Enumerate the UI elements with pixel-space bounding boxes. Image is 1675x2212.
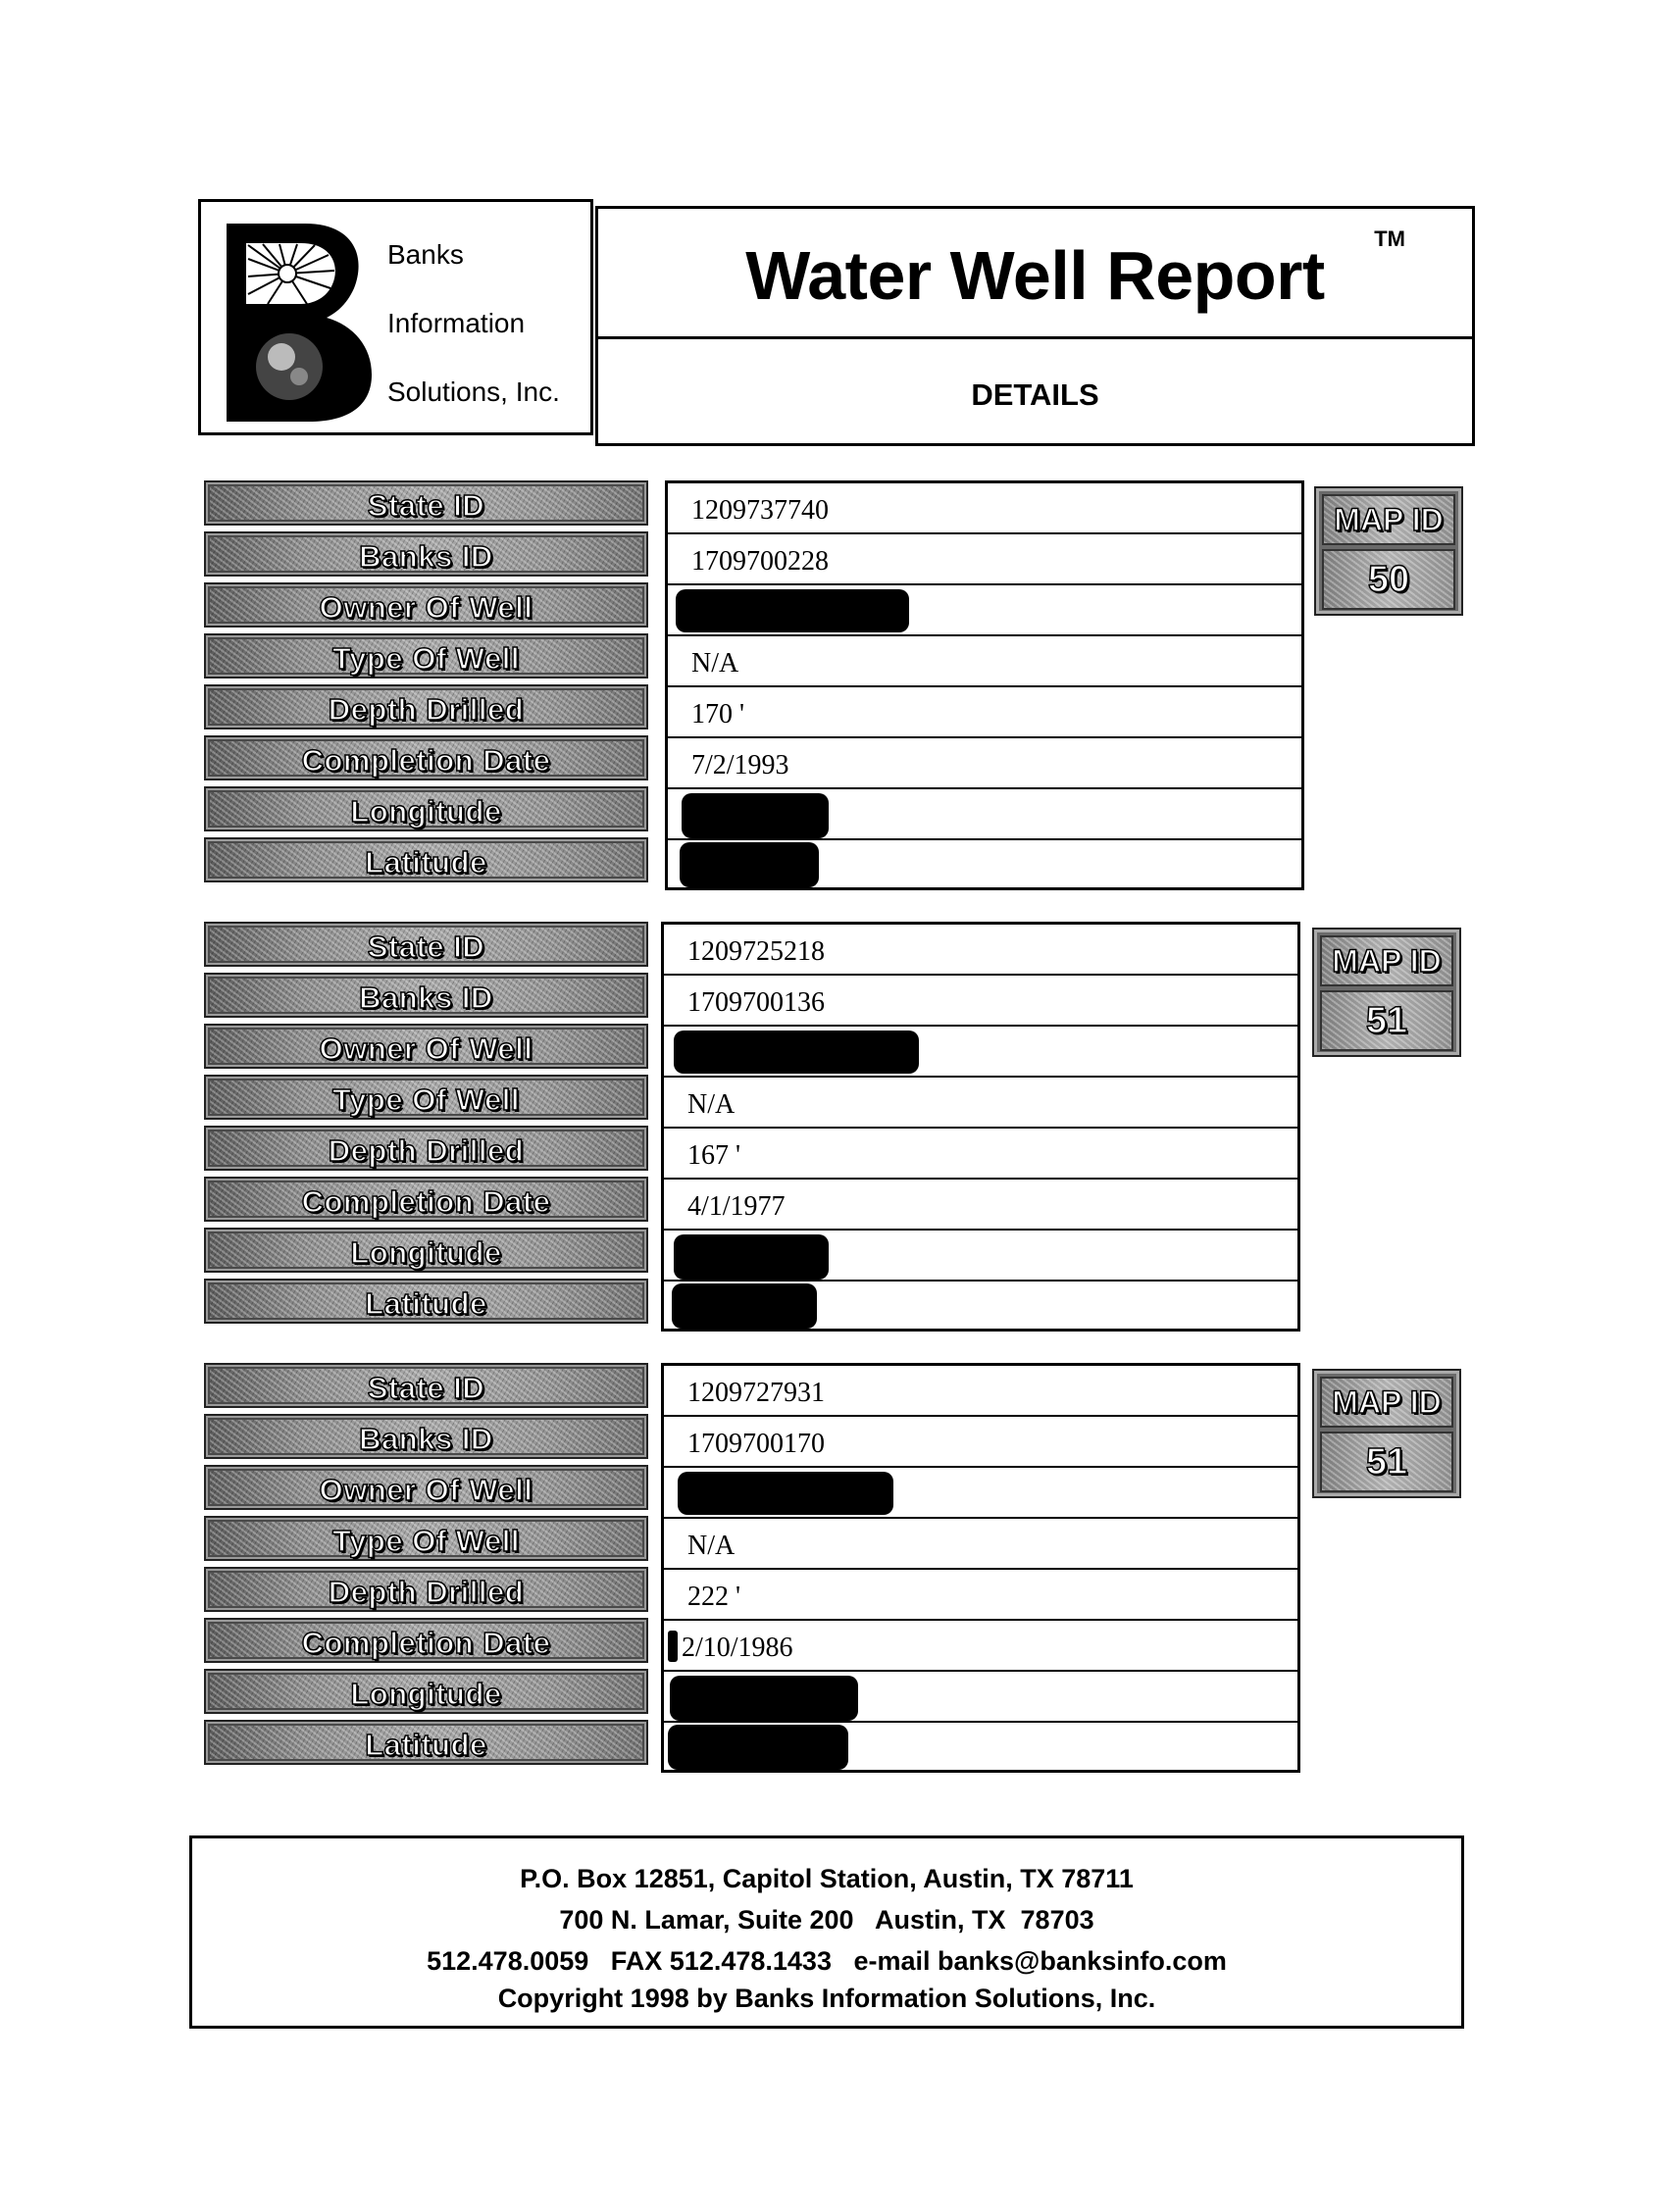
redaction-block: [668, 1631, 678, 1662]
completion-date-value: 4/1/1977: [664, 1180, 1297, 1231]
field-label: Completion Date: [204, 1618, 648, 1663]
report-title: Water Well Report: [745, 237, 1325, 314]
field-label: Completion Date: [204, 735, 648, 780]
banks-b-logo-icon: [219, 220, 376, 426]
well-record-2: [0, 922, 1675, 1343]
map-id-label: MAP ID: [1320, 935, 1453, 986]
field-label: Owner Of Well: [204, 1465, 648, 1510]
title-divider: [598, 336, 1472, 339]
field-label: Type Of Well: [204, 1516, 648, 1561]
redaction-block: [672, 1283, 817, 1329]
owner-of-well-value: [668, 585, 1301, 636]
company-name-line-2: Information: [387, 308, 526, 338]
longitude-value: [668, 789, 1301, 840]
redaction-block: [682, 793, 829, 838]
report-subtitle: DETAILS: [971, 377, 1099, 412]
map-id-box: [1312, 928, 1461, 1057]
field-label: Banks ID: [204, 1414, 648, 1459]
type-of-well-value: N/A: [664, 1078, 1297, 1129]
field-value-column: [661, 1363, 1300, 1773]
field-label: Longitude: [204, 786, 648, 831]
banks-id-value: 1709700170: [664, 1417, 1297, 1468]
field-label: Depth Drilled: [204, 684, 648, 729]
map-id-label: MAP ID: [1320, 1377, 1453, 1428]
owner-of-well-value: [664, 1468, 1297, 1519]
map-id-box: [1312, 1369, 1461, 1498]
latitude-value: [664, 1723, 1297, 1774]
footer-po-box: P.O. Box 12851, Capitol Station, Austin, TX 78711: [520, 1864, 1134, 1893]
field-label: Latitude: [204, 837, 648, 882]
state-id-value: 1209727931: [664, 1366, 1297, 1417]
redaction-block: [670, 1676, 858, 1721]
field-label: Depth Drilled: [204, 1126, 648, 1171]
depth-drilled-value: 170 ': [668, 687, 1301, 738]
field-label: Latitude: [204, 1279, 648, 1324]
redaction-block: [674, 1234, 829, 1280]
map-id-box: [1314, 486, 1463, 616]
field-label: Longitude: [204, 1228, 648, 1273]
footer-copyright: Copyright 1998 by Banks Information Solutions, Inc.: [497, 1984, 1156, 2013]
field-label: State ID: [204, 922, 648, 967]
field-label: State ID: [204, 480, 648, 526]
map-id-value: 51: [1320, 990, 1453, 1051]
field-label: State ID: [204, 1363, 648, 1408]
latitude-value: [668, 840, 1301, 891]
field-label: Type Of Well: [204, 1075, 648, 1120]
completion-date-value: 7/2/1993: [668, 738, 1301, 789]
footer-phone-fax-email: 512.478.0059 FAX 512.478.1433 e-mail banks@banksinfo.com: [427, 1946, 1227, 1976]
trademark-symbol: TM: [1374, 226, 1405, 251]
depth-drilled-value: 167 ': [664, 1129, 1297, 1180]
company-name-line-3: Solutions, Inc.: [387, 377, 560, 407]
state-id-value: 1209737740: [668, 483, 1301, 534]
well-record-1: [0, 480, 1675, 902]
field-label: Owner Of Well: [204, 582, 648, 628]
footer-street-address: 700 N. Lamar, Suite 200 Austin, TX 78703: [559, 1905, 1094, 1935]
redaction-block: [678, 1472, 893, 1515]
depth-drilled-value: 222 ': [664, 1570, 1297, 1621]
company-name-line-1: Banks: [387, 239, 464, 270]
map-id-value: 50: [1322, 549, 1455, 610]
company-logo-panel: [198, 199, 593, 435]
field-value-column: [661, 922, 1300, 1332]
type-of-well-value: N/A: [668, 636, 1301, 687]
owner-of-well-value: [664, 1027, 1297, 1078]
banks-id-value: 1709700228: [668, 534, 1301, 585]
redaction-block: [674, 1031, 919, 1074]
field-label: Completion Date: [204, 1177, 648, 1222]
longitude-value: [664, 1231, 1297, 1282]
banks-id-value: 1709700136: [664, 976, 1297, 1027]
report-title-panel: [595, 206, 1475, 446]
field-value-column: [665, 480, 1304, 890]
field-label: Latitude: [204, 1720, 648, 1765]
field-label: Banks ID: [204, 531, 648, 577]
redaction-block: [676, 589, 909, 632]
state-id-value: 1209725218: [664, 925, 1297, 976]
field-label: Type Of Well: [204, 633, 648, 679]
field-label: Depth Drilled: [204, 1567, 648, 1612]
contact-footer: [189, 1835, 1464, 2029]
map-id-value: 51: [1320, 1432, 1453, 1492]
field-label: Owner Of Well: [204, 1024, 648, 1069]
longitude-value: [664, 1672, 1297, 1723]
type-of-well-value: N/A: [664, 1519, 1297, 1570]
redaction-block: [668, 1725, 848, 1770]
completion-date-value: 2/10/1986: [664, 1621, 1297, 1672]
well-record-3: [0, 1363, 1675, 1785]
field-label: Longitude: [204, 1669, 648, 1714]
redaction-block: [680, 842, 819, 887]
field-label: Banks ID: [204, 973, 648, 1018]
latitude-value: [664, 1282, 1297, 1332]
map-id-label: MAP ID: [1322, 494, 1455, 545]
